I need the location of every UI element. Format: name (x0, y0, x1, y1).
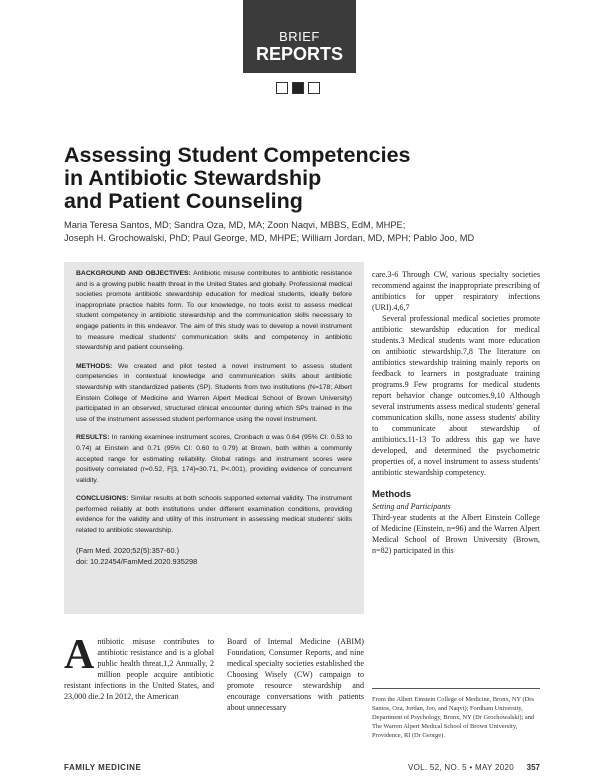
article-title (64, 144, 484, 213)
author-line: Maria Teresa Santos, MD; Sandra Oza, MD, MA; Zoon Naqvi, MBBS, EdM, MHPE; (64, 220, 406, 230)
intro-column-2 (227, 636, 364, 713)
journal-name: FAMILY MEDICINE (64, 763, 142, 772)
abstract-text: We created and pilot tested a novel instrument to assess student competencies in contextual knowledge and communication skills about antibiotic stewardship with standardized patients (SP). Students from two institutions (N=178; Albert Einstein College of Medicine and Warren Alpert Medical School of Brown University) participated in an observed, structured clinical encounter during which SPs trained in the use of the instrument assessed student performance using the novel instrument. (76, 362, 352, 423)
decorative-squares (276, 82, 320, 94)
author-list (64, 219, 474, 245)
square-filled-icon (292, 82, 304, 94)
abstract-background (76, 269, 352, 354)
body-paragraph: care.3-6 Through CW, various specialty societies recommend against the inappropriate prescribing of antibiotics for upper respiratory infections (URI).4,6,7 (372, 270, 540, 312)
title-line: in Antibiotic Stewardship (64, 166, 322, 190)
body-paragraph: Board of Internal Medicine (ABIM) Foundation, Consumer Reports, and nine medical specialty societies established the Choosing Wisely (CW) campaign to promote resource stewardship and encourage conversations with patients about unnecessary (227, 637, 364, 712)
methods-heading: Methods (372, 489, 412, 500)
title-line: and Patient Counseling (64, 189, 303, 213)
title-line: Assessing Student Competencies (64, 143, 411, 167)
right-column (372, 269, 540, 556)
page-number: 357 (526, 763, 540, 772)
brief-reports-banner (243, 0, 356, 73)
abstract-methods (76, 362, 352, 426)
abstract-text: Similar results at both schools supported external validity. The instrument performed reliably at both institutions under different examination conditions, providing evidence for the validity and utility of this instrument in assessing medical students' skills related to antibiotic stewardship. (76, 495, 352, 535)
abstract-label: BACKGROUND AND OBJECTIVES: (76, 270, 191, 277)
abstract-label: RESULTS: (76, 434, 110, 442)
square-outline-icon (308, 82, 320, 94)
subheading: Setting and Participants (372, 502, 451, 511)
banner-line2: REPORTS (255, 44, 343, 64)
body-paragraph: Third-year students at the Albert Einstein College of Medicine (Einstein, n=96) and the Warren Alpert Medical School of Brown University (Brown, n=82) participated in this (372, 513, 540, 555)
abstract-text: Antibiotic misuse contributes to antibiotic resistance and is a growing public health threat in the United States and globally. Professional medical societies promote antibiotic stewardship education for medical students, ideally before inappropriate practice habits form. To our knowledge, no tools exist to assess medical student competency in antibiotic stewardship and the communication skills necessary to engage patients in this endeavor. The aim of this study was to develop a novel instrument to measure medical students' communication skills and competency in antibiotic stewardship and patient counseling. (76, 270, 352, 352)
issue-info: VOL. 52, NO. 5 • MAY 2020 (407, 763, 514, 772)
abstract-results (76, 433, 352, 486)
abstract-text: In ranking examinee instrument scores, Cronbach α was 0.64 (95% CI: 0.53 to 0.74) at Einstein and 0.71 (95% CI: 0.60 to 0.79) at Brown, both within a commonly accepted range for estimating reliability. Global ratings and instrument scores were positively correlated (r=0.52, F[3, 174]=30.71, P<.001), providing evidence of concurrent validity. (76, 434, 352, 484)
banner-line1: BRIEF (279, 29, 320, 44)
body-paragraph: ntibiotic misuse contributes to antibiotic resistance and is a global public health threat.1,2 Annually, 2 million people acquire antibiotic resistant infections in the United States, and 23,000 die.2 In 2012, the American (64, 637, 214, 701)
intro-column-1 (64, 632, 214, 702)
affiliation-footnote: From the Albert Einstein College of Medicine, Bronx, NY (Drs Santos, Oza, Jordan, Joo, and Naqvi); Fordham University, Department of Psychology, Bronx, NY (Dr Grochowalski); and The Warren Alpert Medical School of Brown University, Providence, RI (Dr George). (372, 688, 540, 740)
body-paragraph: Several professional medical societies promote antibiotic stewardship education for medical students.3 Medical students want more education on antibiotic stewardship.7,8 The literature on antibiotics stewardship training mainly reports on feedback to learners in postgraduate training programs.9 Few programs for medical students report behavior change outcomes.9,10 Although several instruments assess medical students' general communication skills, none assess students' ability to communicate about stewardship of antibiotics.11-13 To address this gap we have developed, and determined the psychometric properties of, a novel instrument to assess students' antibiotic stewardship competency. (372, 314, 541, 477)
abstract-box (64, 262, 364, 614)
square-outline-icon (276, 82, 288, 94)
abstract-label: METHODS: (76, 362, 113, 370)
author-line: Joseph H. Grochowalski, PhD; Paul George, MD, MHPE; William Jordan, MD, MPH; Pablo Joo, MD (64, 233, 475, 243)
abstract-conclusions (76, 494, 352, 536)
abstract-label: CONCLUSIONS: (76, 495, 129, 503)
citation: (Fam Med. 2020;52(5):357-60.) (76, 545, 180, 555)
drop-cap: A (64, 632, 95, 678)
doi-link[interactable]: doi: 10.22454/FamMed.2020.935298 (76, 556, 198, 566)
